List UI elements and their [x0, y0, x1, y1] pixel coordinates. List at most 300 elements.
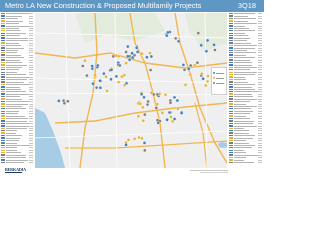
- project-name-line: [234, 82, 248, 83]
- unit-count-line: [258, 128, 262, 129]
- project-marker[interactable]: [125, 51, 128, 54]
- project-list-left: [1, 13, 34, 168]
- project-marker[interactable]: [157, 121, 160, 124]
- project-name-line: [6, 62, 22, 63]
- status-swatch: [1, 64, 5, 65]
- project-marker[interactable]: [128, 58, 131, 61]
- project-name-line: [234, 113, 250, 114]
- unit-count-line: [29, 147, 33, 148]
- project-marker[interactable]: [136, 50, 139, 53]
- project-name-line: [234, 69, 250, 70]
- project-name-line: [6, 16, 22, 17]
- project-list-right: [229, 13, 263, 168]
- unit-count-line: [258, 91, 262, 92]
- project-marker[interactable]: [133, 54, 136, 57]
- project-marker[interactable]: [200, 72, 203, 75]
- project-name-line: [6, 40, 28, 41]
- status-swatch: [229, 79, 233, 80]
- unit-count-line: [29, 26, 33, 27]
- company-logo: [5, 167, 26, 175]
- project-name-line: [6, 74, 26, 75]
- project-marker[interactable]: [137, 115, 140, 118]
- project-marker[interactable]: [161, 111, 164, 114]
- project-marker[interactable]: [141, 106, 144, 109]
- project-name-line: [6, 55, 21, 56]
- unit-count-line: [29, 130, 33, 131]
- project-name-line: [6, 91, 26, 92]
- project-marker[interactable]: [126, 45, 129, 48]
- project-marker[interactable]: [197, 32, 200, 35]
- project-marker[interactable]: [123, 74, 126, 77]
- status-swatch: [229, 81, 233, 82]
- unit-count-line: [29, 162, 33, 163]
- unit-count-line: [29, 116, 33, 117]
- project-marker[interactable]: [99, 79, 102, 82]
- project-name-line: [6, 23, 19, 24]
- project-marker[interactable]: [115, 54, 118, 57]
- status-swatch: [229, 130, 233, 131]
- status-swatch: [1, 96, 5, 97]
- unit-count-line: [258, 55, 262, 56]
- status-swatch: [229, 113, 233, 114]
- unit-count-line: [29, 101, 33, 102]
- project-marker[interactable]: [165, 34, 168, 37]
- unit-count-line: [258, 89, 262, 90]
- project-marker[interactable]: [189, 64, 192, 67]
- status-swatch: [1, 79, 5, 80]
- project-marker[interactable]: [187, 67, 190, 70]
- project-marker[interactable]: [173, 96, 176, 99]
- project-name-line: [234, 28, 249, 29]
- status-swatch: [1, 162, 5, 163]
- unit-count-line: [258, 101, 262, 102]
- project-name-line: [234, 147, 252, 148]
- status-swatch: [229, 64, 233, 65]
- project-marker[interactable]: [146, 103, 149, 106]
- project-marker[interactable]: [156, 103, 159, 106]
- project-marker[interactable]: [168, 111, 171, 114]
- project-marker[interactable]: [118, 64, 121, 67]
- project-name-line: [234, 108, 251, 109]
- unit-count-line: [29, 108, 33, 109]
- project-name-line: [6, 101, 29, 102]
- status-swatch: [1, 103, 5, 104]
- project-name-line: [234, 16, 248, 17]
- project-marker[interactable]: [140, 137, 143, 140]
- project-name-line: [234, 72, 257, 73]
- unit-count-line: [258, 33, 262, 34]
- status-swatch: [229, 135, 233, 136]
- status-swatch: [1, 45, 5, 46]
- project-marker[interactable]: [183, 68, 186, 71]
- status-swatch: [229, 128, 233, 129]
- unit-count-line: [258, 145, 262, 146]
- project-name-line: [6, 50, 18, 51]
- status-swatch: [229, 72, 233, 73]
- project-name-line: [234, 133, 249, 134]
- unit-count-line: [258, 162, 262, 163]
- project-marker[interactable]: [63, 102, 66, 105]
- project-marker[interactable]: [105, 75, 108, 78]
- status-swatch: [1, 28, 5, 29]
- status-swatch: [1, 74, 5, 75]
- project-marker[interactable]: [143, 141, 146, 144]
- unit-count-line: [258, 152, 262, 153]
- project-marker[interactable]: [110, 68, 113, 71]
- project-marker[interactable]: [125, 62, 128, 65]
- unit-count-line: [258, 160, 262, 161]
- project-name-line: [234, 162, 254, 163]
- status-swatch: [1, 142, 5, 143]
- project-name-line: [234, 30, 255, 31]
- unit-count-line: [29, 18, 33, 19]
- unit-count-line: [258, 150, 262, 151]
- project-name-line: [234, 26, 245, 27]
- unit-count-line: [29, 145, 33, 146]
- project-marker[interactable]: [83, 59, 86, 62]
- legend-proposed: [213, 77, 225, 79]
- project-marker[interactable]: [57, 99, 60, 102]
- project-name-line: [234, 130, 249, 131]
- unit-count-line: [29, 143, 33, 144]
- unit-count-line: [258, 157, 262, 158]
- unit-count-line: [258, 147, 262, 148]
- project-name-line: [6, 35, 20, 36]
- project-list-row: [229, 162, 263, 164]
- status-swatch: [229, 96, 233, 97]
- status-swatch: [1, 130, 5, 131]
- unit-count-line: [29, 28, 33, 29]
- project-name-line: [234, 118, 250, 119]
- unit-count-line: [258, 140, 262, 141]
- project-marker[interactable]: [143, 113, 146, 116]
- project-marker[interactable]: [176, 107, 179, 110]
- project-name-line: [234, 62, 252, 63]
- unit-count-line: [29, 65, 33, 66]
- project-marker[interactable]: [170, 116, 173, 119]
- project-marker[interactable]: [133, 137, 136, 140]
- project-marker[interactable]: [110, 78, 113, 81]
- unit-count-line: [29, 40, 33, 41]
- project-marker[interactable]: [180, 112, 183, 115]
- status-swatch: [229, 84, 233, 85]
- project-name-line: [6, 152, 21, 153]
- status-swatch: [229, 54, 233, 55]
- status-swatch: [229, 52, 233, 53]
- project-name-line: [6, 26, 29, 27]
- unit-count-line: [29, 16, 33, 17]
- unit-count-line: [258, 87, 262, 88]
- project-marker[interactable]: [156, 119, 159, 122]
- status-swatch: [1, 150, 5, 151]
- status-swatch: [229, 18, 233, 19]
- status-swatch: [1, 147, 5, 148]
- project-marker[interactable]: [149, 52, 152, 55]
- project-name-line: [234, 157, 246, 158]
- project-marker[interactable]: [182, 63, 185, 66]
- project-name-line: [234, 45, 257, 46]
- unit-count-line: [29, 106, 33, 107]
- unit-count-line: [29, 50, 33, 51]
- status-swatch: [1, 140, 5, 141]
- project-marker[interactable]: [95, 86, 98, 89]
- project-marker[interactable]: [145, 56, 148, 59]
- project-marker[interactable]: [204, 84, 207, 87]
- project-name-line: [6, 143, 17, 144]
- project-marker[interactable]: [112, 55, 115, 58]
- project-name-line: [6, 99, 22, 100]
- project-marker[interactable]: [200, 44, 203, 47]
- project-name-line: [234, 18, 256, 19]
- status-swatch: [229, 120, 233, 121]
- status-swatch: [229, 62, 233, 63]
- unit-count-line: [258, 38, 262, 39]
- project-marker[interactable]: [117, 81, 120, 84]
- unit-count-line: [29, 38, 33, 39]
- project-name-line: [234, 57, 255, 58]
- project-name-line: [234, 40, 247, 41]
- project-name-line: [6, 30, 20, 31]
- project-name-line: [6, 45, 21, 46]
- status-swatch: [229, 86, 233, 87]
- logo-underline: [5, 172, 22, 173]
- project-name-line: [6, 72, 17, 73]
- project-list-row: [1, 162, 34, 164]
- unit-count-line: [29, 72, 33, 73]
- unit-count-line: [29, 45, 33, 46]
- project-marker[interactable]: [202, 77, 205, 80]
- unit-count-line: [258, 65, 262, 66]
- project-name-line: [234, 116, 246, 117]
- project-name-line: [234, 150, 244, 151]
- project-marker[interactable]: [123, 84, 126, 87]
- status-swatch: [1, 25, 5, 26]
- unit-count-line: [29, 84, 33, 85]
- status-swatch: [1, 50, 5, 51]
- project-marker[interactable]: [206, 80, 209, 83]
- project-marker[interactable]: [164, 93, 167, 96]
- project-name-line: [6, 69, 19, 70]
- status-swatch: [229, 40, 233, 41]
- unit-count-line: [258, 23, 262, 24]
- project-marker[interactable]: [143, 149, 146, 152]
- unit-count-line: [29, 99, 33, 100]
- unit-count-line: [29, 123, 33, 124]
- project-marker[interactable]: [166, 118, 169, 121]
- project-marker[interactable]: [150, 91, 153, 94]
- unit-count-line: [29, 126, 33, 127]
- status-swatch: [1, 86, 5, 87]
- status-swatch: [229, 162, 233, 163]
- project-name-line: [234, 52, 256, 53]
- project-name-line: [6, 160, 28, 161]
- status-swatch: [229, 103, 233, 104]
- project-marker[interactable]: [139, 102, 142, 105]
- status-swatch: [1, 152, 5, 153]
- unit-count-line: [258, 28, 262, 29]
- project-name-line: [234, 33, 245, 34]
- project-marker[interactable]: [213, 49, 216, 52]
- project-marker[interactable]: [126, 55, 129, 58]
- project-name-line: [234, 91, 258, 92]
- project-name-line: [6, 108, 26, 109]
- unit-count-line: [258, 45, 262, 46]
- legend-under-construction: [213, 72, 225, 74]
- project-name-line: [6, 123, 30, 124]
- project-marker[interactable]: [206, 39, 209, 42]
- project-marker[interactable]: [92, 82, 95, 85]
- project-marker[interactable]: [150, 55, 153, 58]
- unit-count-line: [258, 121, 262, 122]
- status-swatch: [229, 20, 233, 21]
- project-marker[interactable]: [213, 43, 216, 46]
- status-swatch: [229, 33, 233, 34]
- unit-count-line: [29, 55, 33, 56]
- project-marker[interactable]: [125, 143, 128, 146]
- project-marker[interactable]: [127, 138, 130, 141]
- unit-count-line: [258, 96, 262, 97]
- status-swatch: [1, 30, 5, 31]
- project-marker[interactable]: [171, 120, 174, 123]
- unit-count-line: [29, 113, 33, 114]
- unit-count-line: [29, 33, 33, 34]
- project-marker[interactable]: [166, 31, 169, 34]
- project-marker[interactable]: [155, 106, 158, 109]
- project-name-line: [6, 57, 24, 58]
- unit-count-line: [258, 16, 262, 17]
- project-marker[interactable]: [94, 73, 97, 76]
- unit-count-line: [29, 67, 33, 68]
- unit-count-line: [258, 48, 262, 49]
- project-name-line: [234, 128, 244, 129]
- status-swatch: [1, 40, 5, 41]
- project-name-line: [234, 77, 245, 78]
- unit-count-line: [29, 133, 33, 134]
- project-name-line: [234, 104, 246, 105]
- map-legend: [211, 67, 227, 95]
- project-name-line: [6, 13, 29, 14]
- project-name-line: [6, 21, 23, 22]
- project-marker[interactable]: [102, 72, 105, 75]
- status-swatch: [229, 152, 233, 153]
- status-swatch: [1, 23, 5, 24]
- unit-count-line: [258, 84, 262, 85]
- unit-count-line: [258, 35, 262, 36]
- status-swatch: [229, 159, 233, 160]
- project-name-line: [234, 48, 255, 49]
- status-swatch: [229, 45, 233, 46]
- status-swatch: [1, 76, 5, 77]
- project-marker[interactable]: [142, 119, 145, 122]
- unit-count-line: [29, 138, 33, 139]
- status-swatch: [229, 13, 233, 14]
- status-swatch: [229, 145, 233, 146]
- project-marker[interactable]: [106, 89, 109, 92]
- project-marker[interactable]: [205, 50, 208, 53]
- project-name-line: [234, 65, 252, 66]
- project-marker[interactable]: [176, 99, 179, 102]
- unit-count-line: [29, 87, 33, 88]
- unit-count-line: [29, 104, 33, 105]
- project-marker[interactable]: [193, 64, 196, 67]
- project-marker[interactable]: [96, 64, 99, 67]
- status-swatch: [229, 93, 233, 94]
- project-name-line: [234, 140, 246, 141]
- project-marker[interactable]: [141, 52, 144, 55]
- project-marker[interactable]: [143, 96, 146, 99]
- unit-count-line: [258, 130, 262, 131]
- project-marker[interactable]: [189, 73, 192, 76]
- unit-count-line: [29, 94, 33, 95]
- project-name-line: [6, 89, 21, 90]
- project-name-line: [6, 126, 30, 127]
- status-swatch: [1, 154, 5, 155]
- project-name-line: [6, 84, 30, 85]
- project-marker[interactable]: [138, 136, 141, 139]
- map-area[interactable]: [35, 13, 227, 168]
- project-name-line: [234, 111, 253, 112]
- project-marker[interactable]: [184, 83, 187, 86]
- unit-count-line: [258, 18, 262, 19]
- project-marker[interactable]: [85, 74, 88, 77]
- unit-count-line: [258, 67, 262, 68]
- project-marker[interactable]: [66, 100, 69, 103]
- project-marker[interactable]: [156, 93, 159, 96]
- status-swatch: [1, 157, 5, 158]
- title-bar: [0, 0, 264, 12]
- project-marker[interactable]: [149, 69, 152, 72]
- project-marker[interactable]: [147, 100, 150, 103]
- source-note: [190, 170, 228, 171]
- project-name-line: [234, 152, 246, 153]
- unit-count-line: [29, 118, 33, 119]
- project-marker[interactable]: [196, 61, 199, 64]
- project-name-line: [6, 79, 27, 80]
- unit-count-line: [29, 140, 33, 141]
- project-marker[interactable]: [91, 67, 94, 70]
- project-marker[interactable]: [81, 65, 84, 68]
- project-name-line: [6, 138, 20, 139]
- unit-count-line: [29, 89, 33, 90]
- status-swatch: [1, 18, 5, 19]
- project-name-line: [234, 50, 247, 51]
- project-name-line: [6, 94, 29, 95]
- project-marker[interactable]: [177, 40, 180, 43]
- project-marker[interactable]: [115, 75, 118, 78]
- unit-count-line: [258, 77, 262, 78]
- project-name-line: [6, 96, 20, 97]
- project-name-line: [234, 60, 250, 61]
- project-name-line: [6, 162, 24, 163]
- unit-count-line: [258, 108, 262, 109]
- project-name-line: [6, 67, 22, 68]
- project-marker[interactable]: [174, 37, 177, 40]
- status-swatch: [229, 37, 233, 38]
- unit-count-line: [258, 106, 262, 107]
- project-marker[interactable]: [140, 93, 143, 96]
- unit-count-line: [29, 82, 33, 83]
- project-marker[interactable]: [99, 86, 102, 89]
- project-marker[interactable]: [135, 46, 138, 49]
- project-marker[interactable]: [169, 101, 172, 104]
- status-swatch: [1, 132, 5, 133]
- project-name-line: [234, 121, 254, 122]
- status-swatch: [1, 35, 5, 36]
- map-canvas[interactable]: [35, 13, 227, 168]
- project-name-line: [234, 96, 253, 97]
- status-swatch: [229, 111, 233, 112]
- project-marker[interactable]: [206, 75, 209, 78]
